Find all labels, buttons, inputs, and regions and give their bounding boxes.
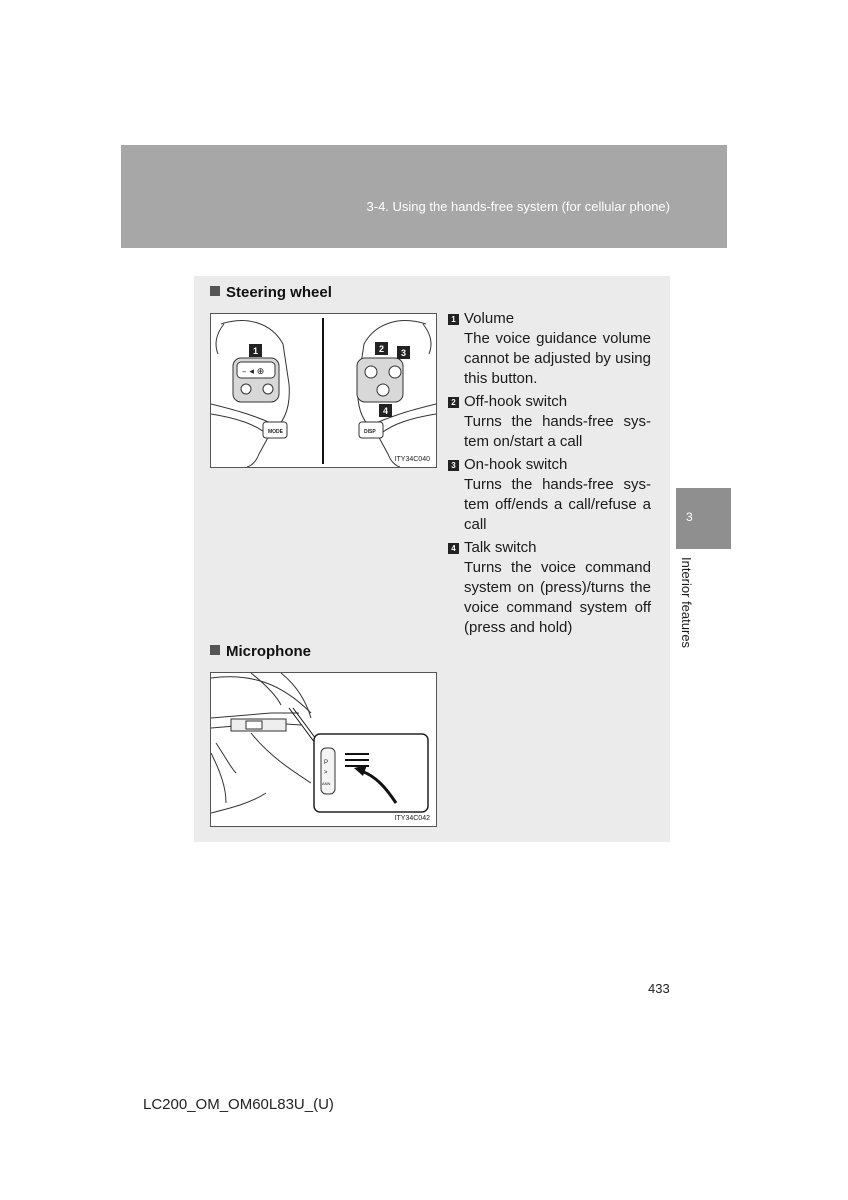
callout-number-badge: 1 (448, 314, 459, 325)
callout-title: Talk switch (464, 539, 537, 556)
microphone-figure (210, 672, 437, 827)
mode-label: MODE (268, 429, 283, 435)
chapter-section-title: 3-4. Using the hands-free system (for cellular phone) (366, 199, 670, 214)
steering-wheel-figure-code: ITY34C040 (394, 456, 430, 463)
callout-description: Turns the hands-free sys-tem off/ends a call/refuse a call (464, 476, 651, 533)
callout-number-badge: 4 (448, 543, 459, 554)
heading-square-icon (210, 286, 220, 296)
disp-label: DISP (364, 429, 376, 435)
callout-on-hook (448, 455, 651, 535)
microphone-heading: Microphone (210, 643, 311, 660)
document-code: LC200_OM_OM60L83U_(U) (143, 1096, 334, 1113)
callout-talk (448, 538, 651, 638)
callout-title: Volume (464, 310, 515, 327)
steering-wheel-figure (210, 313, 437, 468)
callout-description: Turns the hands-free sys-tem on/start a call (464, 413, 651, 450)
svg-text:3: 3 (401, 348, 407, 358)
chapter-side-label: Interior features (679, 557, 694, 649)
callout-description: Turns the voice command system on (press)/turns the voice command system off (press and hold) (464, 559, 651, 636)
callout-number-badge: 3 (448, 460, 459, 471)
chapter-header-bar (121, 145, 727, 248)
microphone-p-label: P (324, 760, 329, 766)
microphone-illustration (211, 673, 436, 826)
callout-description: The voice guidance volume cannot be adjusted by using this button. (464, 330, 651, 387)
svg-text:4: 4 (383, 406, 389, 416)
chapter-number: 3 (686, 510, 693, 524)
content-panel (194, 276, 670, 842)
callout-number-badge: 2 (448, 397, 459, 408)
callout-volume (448, 309, 651, 389)
callout-off-hook (448, 392, 651, 452)
microphone-ann-label: ANN (322, 781, 331, 786)
callout-list (448, 309, 651, 641)
svg-text:2: 2 (379, 344, 385, 354)
callout-title: On-hook switch (464, 456, 568, 473)
steering-wheel-heading: Steering wheel (210, 284, 332, 301)
callout-title: Off-hook switch (464, 393, 568, 410)
microphone-figure-code: ITY34C042 (394, 815, 430, 822)
svg-text:1: 1 (253, 346, 259, 356)
svg-text:– ◂ ⊕: – ◂ ⊕ (242, 367, 265, 377)
page-number: 433 (648, 981, 670, 996)
steering-wheel-illustration (211, 314, 436, 467)
chapter-side-tab (676, 488, 731, 549)
heading-square-icon (210, 645, 220, 655)
microphone-arrow-label: > (324, 770, 328, 776)
